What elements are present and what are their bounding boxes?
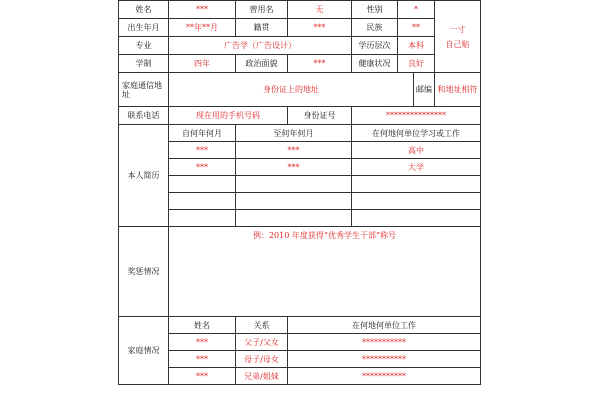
education-level-label: 学历层次 — [352, 37, 398, 55]
photo-line1: 一寸 — [449, 24, 466, 34]
family-header-relation: 关系 — [236, 317, 288, 334]
photo-box — [435, 1, 481, 73]
form-table — [118, 0, 481, 385]
phone-label: 联系电话 — [119, 107, 169, 125]
table-row — [119, 176, 481, 193]
table-row — [119, 334, 481, 351]
major-label: 专业 — [119, 37, 169, 55]
resume-from: *** — [169, 159, 236, 176]
resume-where — [352, 193, 481, 210]
family-name: *** — [169, 334, 236, 351]
resume-where: 高中 — [352, 142, 481, 159]
family-relation: 父子/父女 — [236, 334, 288, 351]
health-value: 良好 — [398, 55, 435, 73]
resume-to — [236, 176, 352, 193]
birth-label: 出生年月 — [119, 19, 169, 37]
table-row — [119, 193, 481, 210]
resume-label: 本人简历 — [119, 125, 169, 227]
duration-value: 四年 — [169, 55, 236, 73]
table-row — [119, 210, 481, 227]
family-where: *********** — [288, 351, 481, 368]
id-number-label: 身份证号 — [288, 107, 352, 125]
native-place-label: 籍贯 — [236, 19, 288, 37]
resume-from — [169, 210, 236, 227]
resume-where — [352, 210, 481, 227]
duration-label: 学制 — [119, 55, 169, 73]
name-value: *** — [169, 1, 236, 19]
table-row — [119, 368, 481, 385]
family-label: 家庭情况 — [119, 317, 169, 385]
family-where: *********** — [288, 368, 481, 385]
resume-from — [169, 193, 236, 210]
resume-header-where: 在何地何单位学习或工作 — [352, 125, 481, 142]
gender-value: * — [398, 1, 435, 19]
id-number-value: *************** — [352, 107, 481, 125]
family-where: *********** — [288, 334, 481, 351]
resume-from: *** — [169, 142, 236, 159]
education-level-value: 本科 — [398, 37, 435, 55]
resume-to: *** — [236, 159, 352, 176]
birth-value: **年**月 — [169, 19, 236, 37]
awards-label: 奖惩情况 — [119, 227, 169, 317]
political-status-label: 政治面貌 — [236, 55, 288, 73]
table-row — [119, 142, 481, 159]
resume-from — [169, 176, 236, 193]
major-value: 广告学（广告设计） — [169, 37, 352, 55]
ethnic-label: 民族 — [352, 19, 398, 37]
family-relation: 兄弟/姐妹 — [236, 368, 288, 385]
political-status-value: *** — [288, 55, 352, 73]
phone-value: 现在用的手机号码 — [169, 107, 288, 125]
ethnic-value: ** — [398, 19, 435, 37]
resume-to: *** — [236, 142, 352, 159]
table-row — [119, 351, 481, 368]
resume-to — [236, 193, 352, 210]
family-header-where: 在何地何单位工作 — [288, 317, 481, 334]
former-name-value: 无 — [288, 1, 352, 19]
postcode-label: 邮编 — [414, 73, 435, 107]
health-label: 健康状况 — [352, 55, 398, 73]
photo-line2: 自己贴 — [445, 39, 470, 49]
former-name-label: 曾用名 — [236, 1, 288, 19]
native-place-value: *** — [288, 19, 352, 37]
family-relation: 母子/母女 — [236, 351, 288, 368]
registration-form — [118, 0, 480, 400]
family-name: *** — [169, 368, 236, 385]
address-value: 身份证上的地址 — [169, 73, 414, 107]
resume-to — [236, 210, 352, 227]
gender-label: 性别 — [352, 1, 398, 19]
family-name: *** — [169, 351, 236, 368]
address-label: 家庭通信地址 — [119, 73, 169, 107]
resume-header-to: 至何年何月 — [236, 125, 352, 142]
family-header-name: 姓名 — [169, 317, 236, 334]
awards-value: 例：2010 年度获得“优秀学生干部”称号 — [169, 227, 481, 317]
postcode-value: 和地址相符 — [435, 73, 481, 107]
resume-header-from: 自何年何月 — [169, 125, 236, 142]
resume-where: 大学 — [352, 159, 481, 176]
name-label: 姓名 — [119, 1, 169, 19]
resume-where — [352, 176, 481, 193]
table-row — [119, 159, 481, 176]
